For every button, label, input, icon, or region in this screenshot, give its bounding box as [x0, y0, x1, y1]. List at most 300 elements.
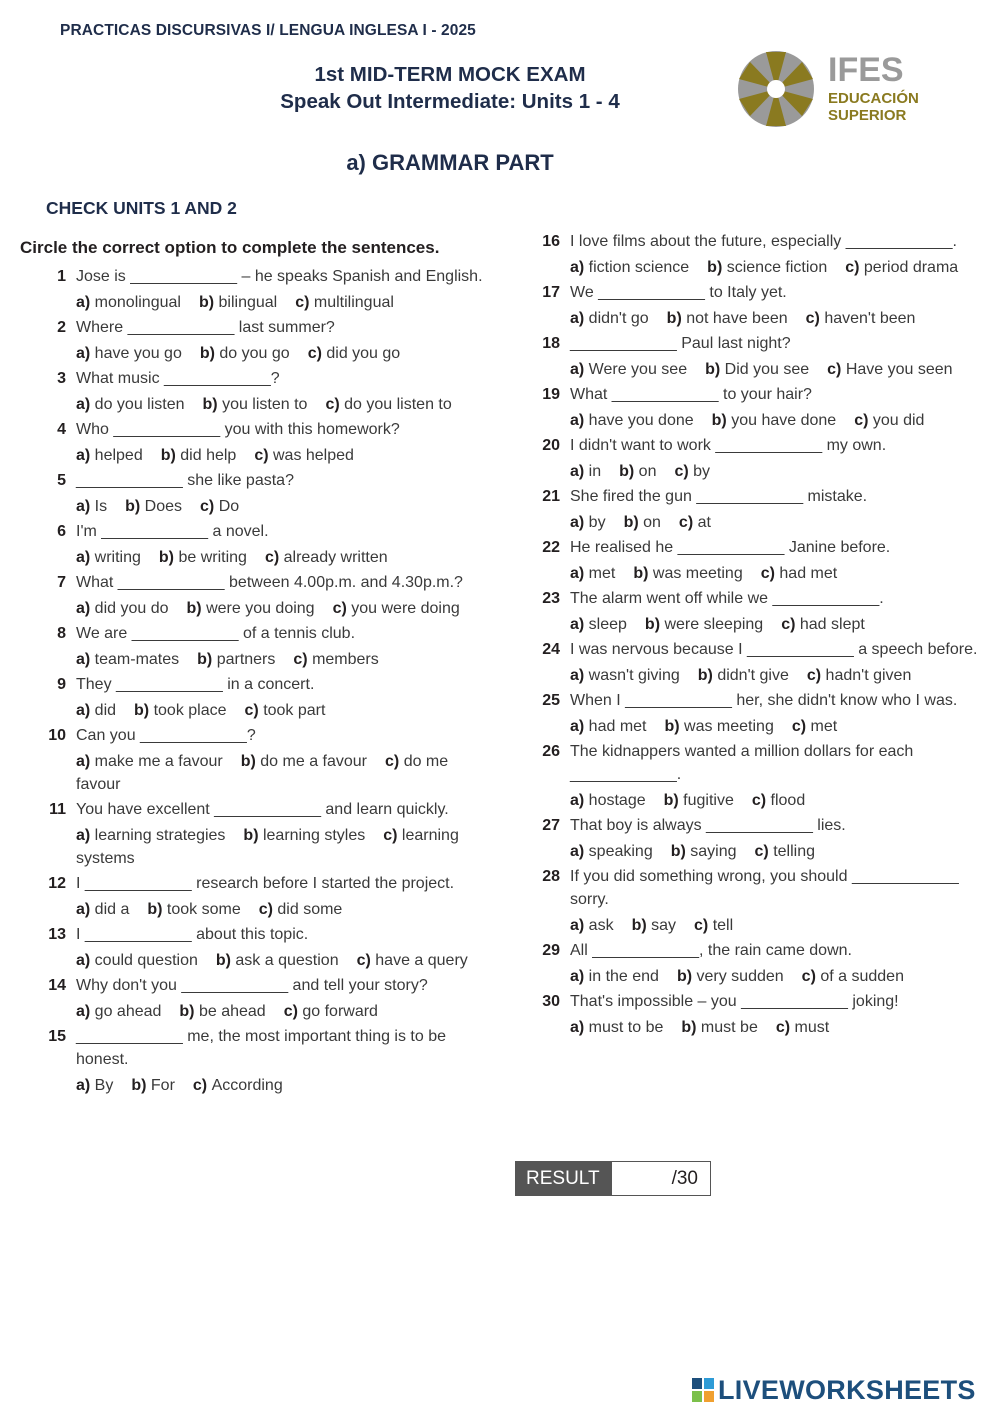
question-number: 28 [542, 868, 560, 885]
answer-option-a[interactable] [570, 412, 694, 429]
option-letter: c) [192, 1077, 212, 1094]
instruction: Circle the correct option to complete the sentences. [20, 238, 440, 257]
answer-option-a[interactable] [76, 600, 169, 617]
question-text [20, 367, 490, 390]
question-item [514, 485, 984, 534]
option-letter: c) [295, 294, 314, 311]
option-text: team-mates [94, 651, 180, 668]
question-number: 26 [542, 743, 560, 760]
question-sentence: All ____________, the rain came down. [570, 942, 852, 959]
question-sentence: Why don't you ____________ and tell your story? [76, 977, 428, 994]
answer-option-c[interactable] [755, 843, 815, 860]
option-letter: c) [760, 565, 780, 582]
answer-option-b[interactable] [159, 549, 247, 566]
question-sentence: She fired the gun ____________ mistake. [570, 488, 868, 505]
question-sentence: ____________ Paul last night? [570, 335, 791, 352]
question-number: 10 [48, 727, 66, 744]
answer-option-a[interactable] [76, 651, 179, 668]
answer-option-b[interactable] [134, 702, 226, 719]
answer-options [20, 495, 490, 518]
question-sentence: ____________ she like pasta? [76, 472, 294, 489]
option-text: haven't been [824, 310, 916, 327]
answer-option-c[interactable] [295, 294, 394, 311]
answer-options [20, 699, 490, 722]
question-item [514, 865, 984, 937]
option-text: was meeting [684, 718, 774, 735]
option-text: took some [166, 901, 241, 918]
option-letter: c) [775, 1019, 795, 1036]
answer-option-a[interactable] [570, 616, 627, 633]
answer-options [20, 342, 490, 365]
answer-option-a[interactable] [76, 294, 181, 311]
answer-option-b[interactable] [698, 667, 789, 684]
answer-option-a[interactable] [570, 843, 653, 860]
option-letter: a) [570, 1019, 589, 1036]
option-letter: c) [264, 549, 284, 566]
question-item [514, 740, 984, 812]
question-sentence: They ____________ in a concert. [76, 676, 315, 693]
answer-option-a[interactable] [570, 259, 689, 276]
answer-option-b[interactable] [147, 901, 240, 918]
ifes-logo [736, 47, 926, 131]
answer-option-b[interactable] [200, 345, 290, 362]
option-letter: b) [664, 718, 685, 735]
question-sentence: I didn't want to work ____________ my own. [570, 437, 887, 454]
option-letter: c) [293, 651, 313, 668]
answer-option-b[interactable] [203, 396, 308, 413]
question-number: 25 [542, 692, 560, 709]
answer-option-b[interactable] [677, 968, 784, 985]
option-text: by [588, 514, 606, 531]
option-letter: c) [694, 917, 713, 934]
option-letter: b) [707, 259, 727, 276]
answer-option-b[interactable] [161, 447, 237, 464]
question-item [20, 469, 490, 518]
liveworksheets-brand: LIVEWORKSHEETS [718, 1374, 976, 1405]
question-number: 21 [542, 488, 560, 505]
option-letter: a) [570, 514, 589, 531]
answer-option-a[interactable] [76, 447, 143, 464]
option-text: wasn't giving [588, 667, 680, 684]
question-number: 18 [542, 335, 560, 352]
answer-option-a[interactable] [76, 345, 182, 362]
option-letter: c) [254, 447, 273, 464]
answer-options [20, 546, 490, 569]
answer-option-c[interactable] [333, 600, 460, 617]
question-text [20, 316, 490, 339]
option-letter: a) [570, 616, 589, 633]
answer-option-c[interactable] [200, 498, 239, 515]
option-text: do you listen [94, 396, 185, 413]
answer-option-b[interactable] [645, 616, 763, 633]
option-letter: b) [676, 968, 697, 985]
liveworksheets-logo-icon [692, 1378, 714, 1402]
answer-option-c[interactable] [781, 616, 865, 633]
answer-option-b[interactable] [131, 1077, 175, 1094]
answer-option-c[interactable] [284, 1003, 378, 1020]
answer-option-c[interactable] [674, 463, 710, 480]
question-sentence: Where ____________ last summer? [76, 319, 335, 336]
answer-option-a[interactable] [76, 396, 185, 413]
answer-option-c[interactable] [761, 565, 837, 582]
answer-options [20, 1074, 490, 1097]
answer-options [514, 613, 984, 636]
question-item [20, 724, 490, 796]
question-sentence: What ____________ to your hair? [570, 386, 812, 403]
answer-option-c[interactable] [806, 310, 916, 327]
answer-option-c[interactable] [845, 259, 958, 276]
answer-option-a[interactable] [570, 792, 646, 809]
answer-option-b[interactable] [179, 1003, 265, 1020]
option-text: must be [700, 1019, 758, 1036]
answer-option-b[interactable] [705, 361, 809, 378]
option-letter: b) [240, 753, 261, 770]
option-text: took place [153, 702, 227, 719]
option-letter: c) [854, 412, 873, 429]
option-text: do me favour [76, 753, 449, 793]
left-question-column [20, 265, 490, 1099]
answer-option-c[interactable] [357, 952, 468, 969]
question-item [20, 923, 490, 972]
option-letter: a) [76, 1077, 95, 1094]
option-letter: a) [76, 827, 95, 844]
answer-option-b[interactable] [125, 498, 182, 515]
answer-options [514, 307, 984, 330]
answer-options [514, 1016, 984, 1039]
answer-option-b[interactable] [632, 917, 676, 934]
option-letter: c) [258, 901, 278, 918]
option-letter: a) [570, 310, 589, 327]
answer-option-a[interactable] [570, 1019, 663, 1036]
question-item [514, 332, 984, 381]
option-letter: c) [283, 1003, 303, 1020]
answer-option-b[interactable] [664, 718, 773, 735]
option-text: saying [690, 843, 737, 860]
option-text: fiction science [588, 259, 690, 276]
question-number: 13 [48, 926, 66, 943]
answer-option-c[interactable] [679, 514, 711, 531]
answer-option-c[interactable] [752, 792, 805, 809]
answer-option-a[interactable] [76, 549, 141, 566]
option-letter: b) [670, 843, 691, 860]
question-number: 19 [542, 386, 560, 403]
option-letter: a) [76, 702, 95, 719]
option-text: you listen to [222, 396, 308, 413]
option-text: had met [779, 565, 838, 582]
option-text: very sudden [696, 968, 784, 985]
question-item [20, 316, 490, 365]
question-number: 12 [48, 875, 66, 892]
option-letter: a) [570, 565, 589, 582]
option-letter: a) [570, 667, 589, 684]
option-text: had slept [799, 616, 865, 633]
answer-option-c[interactable] [293, 651, 378, 668]
answer-option-a[interactable] [570, 514, 606, 531]
option-letter: b) [243, 827, 263, 844]
option-text: have a query [375, 952, 468, 969]
question-sentence: What ____________ between 4.00p.m. and 4.30p.m.? [76, 574, 463, 591]
question-text [20, 798, 490, 821]
option-letter: a) [570, 361, 589, 378]
answer-option-b[interactable] [671, 843, 737, 860]
question-item [20, 367, 490, 416]
question-text [514, 638, 984, 661]
answer-options [514, 409, 984, 432]
answer-options [20, 750, 490, 796]
question-text [514, 814, 984, 837]
option-text: hostage [588, 792, 646, 809]
answer-option-a[interactable] [76, 952, 198, 969]
answer-option-c[interactable] [792, 718, 837, 735]
question-item [514, 939, 984, 988]
answer-option-b[interactable] [633, 565, 742, 582]
option-letter: b) [198, 294, 219, 311]
question-text [514, 434, 984, 457]
option-text: make me a favour [94, 753, 223, 770]
question-number: 1 [57, 268, 66, 285]
option-text: on [638, 463, 657, 480]
option-text: did [94, 702, 117, 719]
answer-option-c[interactable] [802, 968, 904, 985]
question-number: 16 [542, 233, 560, 250]
question-item [514, 689, 984, 738]
answer-option-b[interactable] [667, 310, 788, 327]
question-text [20, 418, 490, 441]
option-text: must to be [588, 1019, 664, 1036]
option-text: took part [263, 702, 326, 719]
question-number: 17 [542, 284, 560, 301]
section-title: a) GRAMMAR PART [346, 150, 554, 175]
answer-option-c[interactable] [308, 345, 401, 362]
question-text [514, 230, 984, 253]
result-box [515, 1161, 711, 1196]
answer-option-b[interactable] [681, 1019, 757, 1036]
question-sentence: I love films about the future, especially ____________. [570, 233, 957, 250]
answer-options [514, 840, 984, 863]
question-item [20, 520, 490, 569]
answer-option-a[interactable] [76, 827, 225, 844]
answer-option-c[interactable] [694, 917, 733, 934]
option-text: telling [773, 843, 815, 860]
answer-option-c[interactable] [265, 549, 388, 566]
option-text: multilingual [313, 294, 394, 311]
answer-option-b[interactable] [664, 792, 734, 809]
question-text [514, 485, 984, 508]
question-item [514, 536, 984, 585]
exam-title-line2: Speak Out Intermediate: Units 1 - 4 [280, 90, 620, 113]
answer-options [514, 664, 984, 687]
answer-option-b[interactable] [241, 753, 367, 770]
question-item [20, 265, 490, 314]
option-letter: c) [244, 702, 264, 719]
option-letter: b) [134, 702, 154, 719]
question-sentence: When I ____________ her, she didn't know who I was. [570, 692, 958, 709]
ifes-emblem-icon [736, 47, 926, 131]
option-letter: b) [705, 361, 725, 378]
answer-option-c[interactable] [776, 1019, 829, 1036]
question-text [20, 673, 490, 696]
option-letter: a) [76, 447, 95, 464]
answer-options [20, 1000, 490, 1023]
option-letter: b) [666, 310, 687, 327]
option-letter: a) [570, 259, 589, 276]
answer-option-c[interactable] [245, 702, 326, 719]
question-item [514, 814, 984, 863]
answer-option-a[interactable] [570, 968, 659, 985]
question-item [20, 798, 490, 870]
option-text: According [211, 1077, 283, 1094]
answer-option-b[interactable] [624, 514, 661, 531]
option-text: do me a favour [260, 753, 368, 770]
option-text: have you done [588, 412, 694, 429]
option-text: go ahead [94, 1003, 162, 1020]
option-text: in the end [588, 968, 659, 985]
answer-option-c[interactable] [325, 396, 451, 413]
answer-option-c[interactable] [254, 447, 354, 464]
question-item [20, 622, 490, 671]
question-sentence: We ____________ to Italy yet. [570, 284, 787, 301]
option-text: must [794, 1019, 830, 1036]
answer-option-b[interactable] [243, 827, 365, 844]
option-letter: a) [76, 498, 95, 515]
option-text: partners [216, 651, 276, 668]
answer-option-c[interactable] [807, 667, 911, 684]
answer-option-a[interactable] [76, 1003, 161, 1020]
question-text [20, 571, 490, 594]
option-text: have you go [94, 345, 182, 362]
answer-options [514, 789, 984, 812]
answer-options [20, 898, 490, 921]
option-letter: b) [131, 1077, 151, 1094]
answer-option-a[interactable] [76, 702, 116, 719]
option-letter: b) [158, 549, 179, 566]
answer-options [514, 562, 984, 585]
liveworksheets-footer [692, 1374, 976, 1406]
option-text: science fiction [726, 259, 828, 276]
answer-option-a[interactable] [570, 310, 649, 327]
answer-option-a[interactable] [76, 901, 129, 918]
answer-option-a[interactable] [76, 498, 107, 515]
answer-options [20, 648, 490, 671]
option-letter: c) [791, 718, 811, 735]
result-score: /30 [671, 1168, 698, 1189]
answer-option-b[interactable] [712, 412, 837, 429]
question-text [514, 740, 984, 786]
question-item [20, 1025, 490, 1097]
option-letter: b) [160, 447, 181, 464]
option-letter: a) [76, 651, 95, 668]
answer-option-c[interactable] [259, 901, 343, 918]
option-letter: b) [619, 463, 639, 480]
option-text: Were you see [588, 361, 688, 378]
answer-option-a[interactable] [570, 463, 601, 480]
option-text: in [588, 463, 602, 480]
answer-option-a[interactable] [570, 667, 680, 684]
question-text [20, 974, 490, 997]
question-number: 29 [542, 942, 560, 959]
answer-option-a[interactable] [76, 753, 223, 770]
option-letter: a) [570, 968, 589, 985]
question-item [514, 990, 984, 1039]
question-number: 8 [57, 625, 66, 642]
answer-option-b[interactable] [187, 600, 315, 617]
answer-option-c[interactable] [193, 1077, 283, 1094]
answer-option-b[interactable] [197, 651, 275, 668]
option-text: flood [770, 792, 806, 809]
answer-option-a[interactable] [570, 565, 615, 582]
answer-options [20, 597, 490, 620]
answer-options [514, 511, 984, 534]
question-number: 23 [542, 590, 560, 607]
option-text: met [588, 565, 616, 582]
answer-option-b[interactable] [216, 952, 339, 969]
question-text [20, 923, 490, 946]
option-letter: b) [711, 412, 732, 429]
question-sentence: Jose is ____________ – he speaks Spanish and English. [76, 268, 483, 285]
exam-title-line1: 1st MID-TERM MOCK EXAM [314, 63, 586, 86]
question-text [20, 1025, 490, 1071]
option-letter: b) [663, 792, 684, 809]
option-text: didn't go [588, 310, 649, 327]
answer-option-a[interactable] [570, 917, 614, 934]
option-letter: b) [202, 396, 223, 413]
question-number: 11 [49, 801, 66, 818]
option-text: fugitive [683, 792, 734, 809]
option-letter: c) [781, 616, 800, 633]
question-number: 5 [57, 472, 66, 489]
answer-options [514, 965, 984, 988]
option-text: did you do [94, 600, 169, 617]
question-item [514, 281, 984, 330]
question-sentence: I'm ____________ a novel. [76, 523, 269, 540]
option-text: on [643, 514, 661, 531]
question-text [514, 536, 984, 559]
answer-options [514, 914, 984, 937]
answer-option-c[interactable] [854, 412, 924, 429]
option-text: you did [872, 412, 925, 429]
option-text: do you listen to [344, 396, 452, 413]
answer-option-b[interactable] [619, 463, 656, 480]
question-sentence: If you did something wrong, you should ____________ sorry. [570, 868, 959, 908]
question-sentence: ____________ me, the most important thing is to be honest. [76, 1028, 447, 1068]
option-letter: b) [179, 1003, 199, 1020]
option-letter: c) [678, 514, 698, 531]
question-number: 24 [542, 641, 560, 658]
option-letter: b) [186, 600, 207, 617]
answer-option-c[interactable] [827, 361, 952, 378]
question-text [514, 383, 984, 406]
question-number: 14 [48, 977, 66, 994]
option-text: learning strategies [94, 827, 226, 844]
question-item [514, 434, 984, 483]
option-letter: a) [76, 345, 95, 362]
question-number: 22 [542, 539, 560, 556]
answer-option-a[interactable] [76, 1077, 113, 1094]
question-text [514, 689, 984, 712]
option-text: could question [94, 952, 198, 969]
option-letter: a) [570, 843, 589, 860]
check-units-heading: CHECK UNITS 1 AND 2 [46, 198, 237, 218]
answer-option-b[interactable] [199, 294, 277, 311]
answer-options [20, 393, 490, 416]
answer-option-a[interactable] [570, 361, 687, 378]
question-sentence: That's impossible – you ____________ joking! [570, 993, 899, 1010]
logo-sub1: EDUCACIÓN [828, 90, 919, 107]
answer-option-b[interactable] [707, 259, 827, 276]
option-text: Do [218, 498, 240, 515]
answer-option-a[interactable] [570, 718, 646, 735]
option-letter: c) [827, 361, 846, 378]
